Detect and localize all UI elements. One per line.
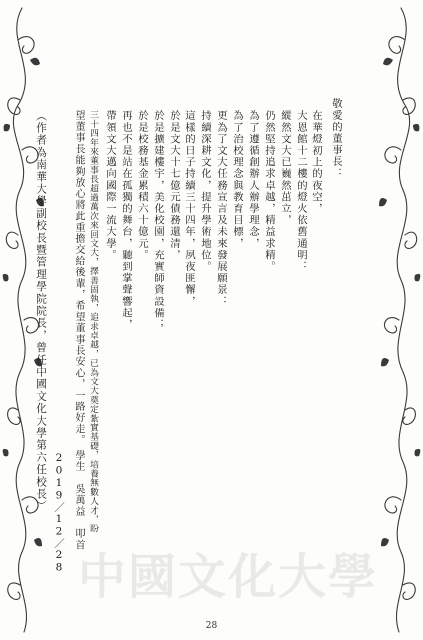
letter-line: 帶領文大邁向國際一流大學。: [104, 110, 116, 261]
university-watermark: 中國文化大學: [78, 549, 379, 605]
letter-line: 為了治校理念與教育目標，: [231, 110, 243, 250]
letter-line: 於是校務基金累積六十億元。: [136, 110, 148, 261]
author-note: （作者為南華大學副校長暨管理學院院長，曾任中國文化大學第六任校長）: [35, 110, 47, 513]
letter-line: 望董事長能夠放心將此重擔交給後輩，希望董事長安心，一路好走。: [73, 110, 84, 446]
letter-line: 於是文大十七億元債務還清，: [168, 110, 180, 261]
letter-line: 再也不是站在孤獨的舞台，聽到掌聲響起，: [120, 110, 132, 331]
letter-line: 縱然文大已巍然茁立，: [279, 110, 291, 226]
right-ornament-border: [375, 0, 423, 640]
letter-line: 於是擴建樓宇，美化校園，充實師資設備；: [152, 110, 164, 331]
letter-line: 仍然堅持追求卓越，精益求精。: [263, 110, 275, 273]
signature: 學生 吳萬益 叩首: [73, 450, 84, 551]
page-number: 28: [205, 621, 218, 631]
letter-line: 持續深耕文化，提升學術地位。: [199, 110, 211, 273]
letter-line: 三十四年來董事長超過萬次來回文大，擇善固執，追求卓越，已為文大奠定紮實基礎，培養無數人才，盼: [88, 110, 98, 534]
letter-line: 更為了文大任務宣言及未來發展願景：: [215, 110, 227, 308]
letter-line: 這樣的日子持續三十四年，夙夜匪懈，: [183, 110, 195, 308]
letter-line: 在華燈初上的夜空，: [310, 110, 322, 215]
salutation: 敬愛的董事長：: [330, 98, 342, 180]
letter-line: 為了遵循創辦人辦學理念，: [247, 110, 259, 250]
date: 2019／12／28: [53, 452, 65, 574]
letter-line: 大恩館十二樓的燈火依舊通明：: [295, 110, 307, 273]
